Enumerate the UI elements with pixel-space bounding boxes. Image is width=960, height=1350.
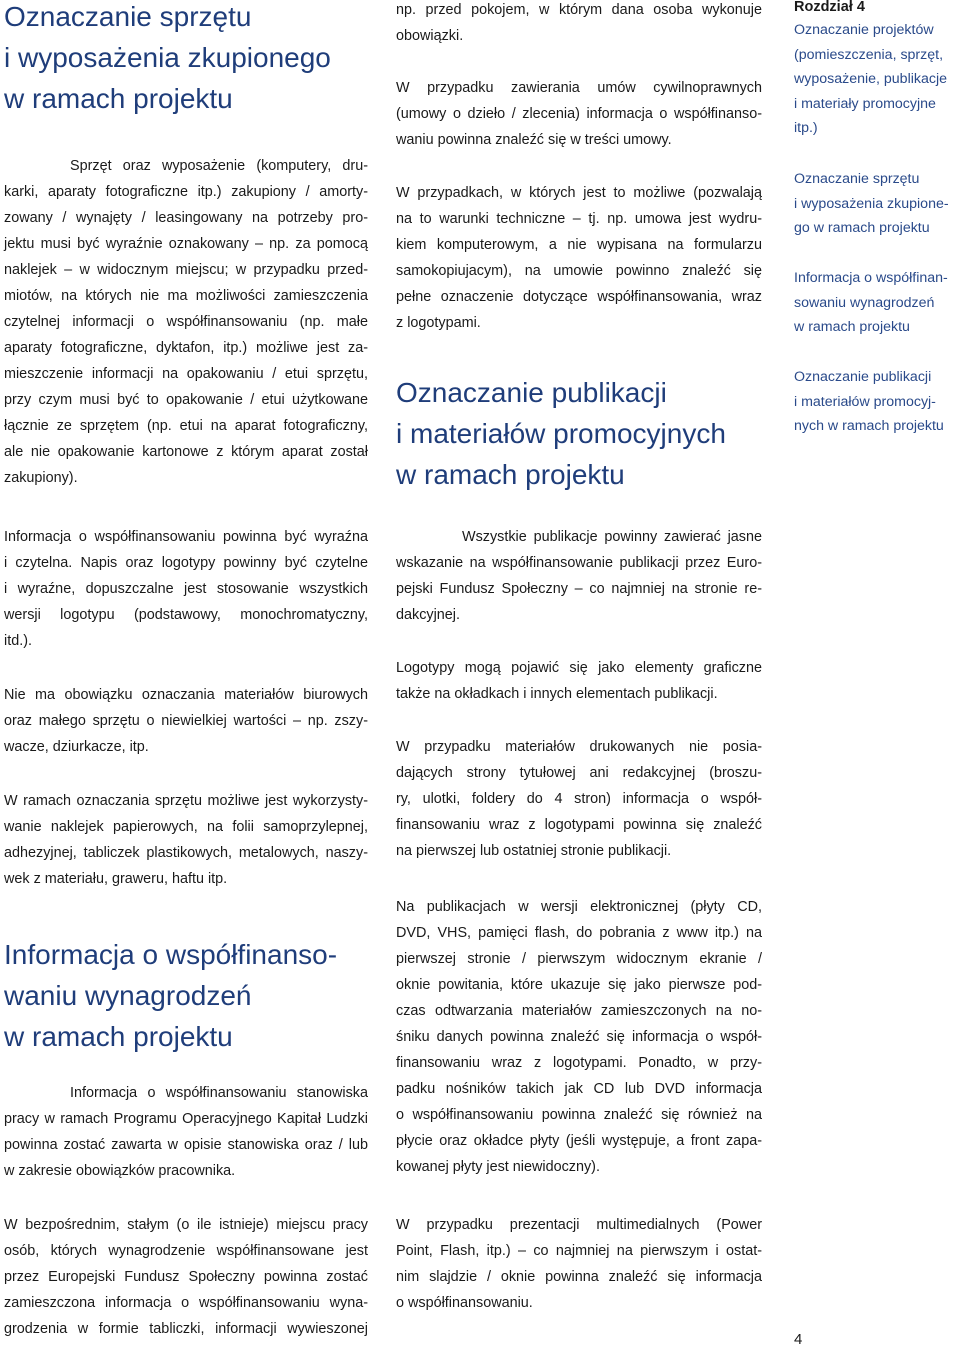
paragraph-mozliwe: W przypadkach, w których jest to możliwe (pozwalają na to warunki techniczne – tj. np. umowa jest wydru- kiem komputerowym, a nie wypisana na formularzu samokopiujacym), na umowie powinno znaleźć się pełne oznaczenie dotyczące współfinansowania, wraz z logotypami.: [396, 185, 762, 331]
paragraph-drukowane: W przypadku materiałów drukowanych nie posia- dających strony tytułowej ani redakcyjnej (broszu- ry, ulotki, foldery do 4 stron) informacja o współ- finansowaniu wraz z logotypami powinna się znaleźć na pierwszej lub ostatniej stronie publikacji.: [396, 739, 762, 859]
sidebar-item-oznaczanie-projektow[interactable]: Oznaczanie projektów (pomieszczenia, sprzęt, wyposażenie, publikacje i materiały promocyjne itp.): [794, 22, 948, 136]
paragraph-informacja-czytelna: Informacja o współfinansowaniu powinna być wyraźna i czytelna. Napis oraz logotypy powinny być czytelne i wyraźne, dopuszczalne jest stosowanie wszystkich wersji logotypu (podstawowy, monochromatyczny, itd.).: [4, 529, 368, 649]
paragraph-stanowisko: Informacja o współfinansowaniu stanowiska pracy w ramach Programu Operacyjnego Kapitał Ludzki powinna zostać zawarta w opisie stanowiska oraz / lub w zakresie obowiązków pracownika.: [4, 1085, 368, 1179]
paragraph-logotypy: Logotypy mogą pojawić się jako elementy graficzne także na okładkach i innych elementach publikacji.: [396, 660, 762, 702]
paragraph-sprzet: Sprzęt oraz wyposażenie (komputery, dru- karki, aparaty fotograficzne itp.) zakupiony / amorty- zowany / wynajęty / leasingowany na potrzeby pro- jektu musi być wyraźnie oznakowany – np. za pomocą naklejek – w widocznym miejscu; w przypadku przed- miotów, na których nie ma możliwości zamieszczenia czytelnej informacji o współfinansowaniu (np. małe aparaty fotograficzne, dyktafon, itp.) możliwe jest za- mieszczenie informacji na opakowaniu / etui sprzętu, przy czym musi być to opakowanie / etui użytkowane łącznie ze sprzętem (np. etui na aparat fotograficzny, ale nie opakowanie kartonowe z którym aparat został zakupiony).: [4, 158, 368, 486]
page-number: 4: [794, 1331, 803, 1348]
paragraph-miejsce-pracy: W bezpośrednim, stałym (o ile istnieje) miejscu pracy osób, których wynagrodzenie współfinansowane jest przez Europejski Fundusz Społeczny powinna zostać zamieszczona informacja o współfinansowaniu wyna- grodzenia w formie tabliczki, informacji wywieszonej: [4, 1217, 368, 1337]
paragraph-naklejki: W ramach oznaczania sprzętu możliwe jest wykorzysty- wanie naklejek papierowych, na folii samoprzylepnej, adhezyjnej, tabliczek plastikowych, metalowych, naszy- wek z materiału, graweru, haftu itp.: [4, 793, 368, 887]
paragraph-elektroniczne: Na publikacjach w wersji elektronicznej (płyty CD, DVD, VHS, pamięci flash, do pobrania z www itp.) na pierwszej stronie / pierwszym widocznym ekranie / oknie powitania, które ukazuje się jako pierwsze pod- czas odtwarzania materiałów zamieszczonych na no- śniku danych powinna znaleźć się informacja o współ- finansowaniu wraz z logotypami. Ponadto, w przy- padku nośników takich jak CD lub DVD informacja o współfinansowaniu powinna znaleźć się również na płycie oraz okładce płyty (jeśli występuje, a front zapa- kowanej płyty jest niewidoczny).: [396, 899, 762, 1175]
paragraph-continuation: np. przed pokojem, w którym dana osoba wykonuje obowiązki.: [396, 2, 762, 44]
heading-oznaczanie-sprzetu: Oznaczanie sprzętu i wyposażenia zkupionego w ramach projektu: [4, 1, 331, 114]
paragraph-prezentacje: W przypadku prezentacji multimedialnych (Power Point, Flash, itp.) – co najmniej na pierwszym i ostat- nim slajdzie / oknie powinna znaleźć się informacja o współfinansowaniu.: [396, 1217, 762, 1311]
sidebar-item-oznaczanie-sprzetu[interactable]: Oznaczanie sprzętu i wyposażenia zkupione- go w ramach projektu: [794, 171, 949, 236]
sidebar-item-oznaczanie-publikacji[interactable]: Oznaczanie publikacji i materiałów promocyj- nych w ramach projektu: [794, 369, 944, 434]
heading-oznaczanie-publikacji: Oznaczanie publikacji i materiałów promocyjnych w ramach projektu: [396, 377, 726, 490]
paragraph-umowy: W przypadku zawierania umów cywilnoprawnych (umowy o dzieło / zlecenia) informacja o współfinanso- waniu powinna znaleźć się w treści umowy.: [396, 80, 762, 148]
heading-informacja-wynagrodzen: Informacja o współfinanso- waniu wynagrodzeń w ramach projektu: [4, 939, 338, 1052]
paragraph-brak-obowiazku: Nie ma obowiązku oznaczania materiałów biurowych oraz małego sprzętu o niewielkiej wartości – np. zszy- wacze, dziurkacze, itp.: [4, 687, 368, 755]
chapter-label: Rozdział 4: [794, 0, 865, 15]
paragraph-publikacje: Wszystkie publikacje powinny zawierać jasne wskazanie na współfinansowanie publikacji przez Euro- pejski Fundusz Społeczny – co najmniej na stronie re- dakcyjnej.: [396, 529, 762, 623]
sidebar-item-informacja-wynagrodzen[interactable]: Informacja o współfinan- sowaniu wynagrodzeń w ramach projektu: [794, 270, 948, 335]
